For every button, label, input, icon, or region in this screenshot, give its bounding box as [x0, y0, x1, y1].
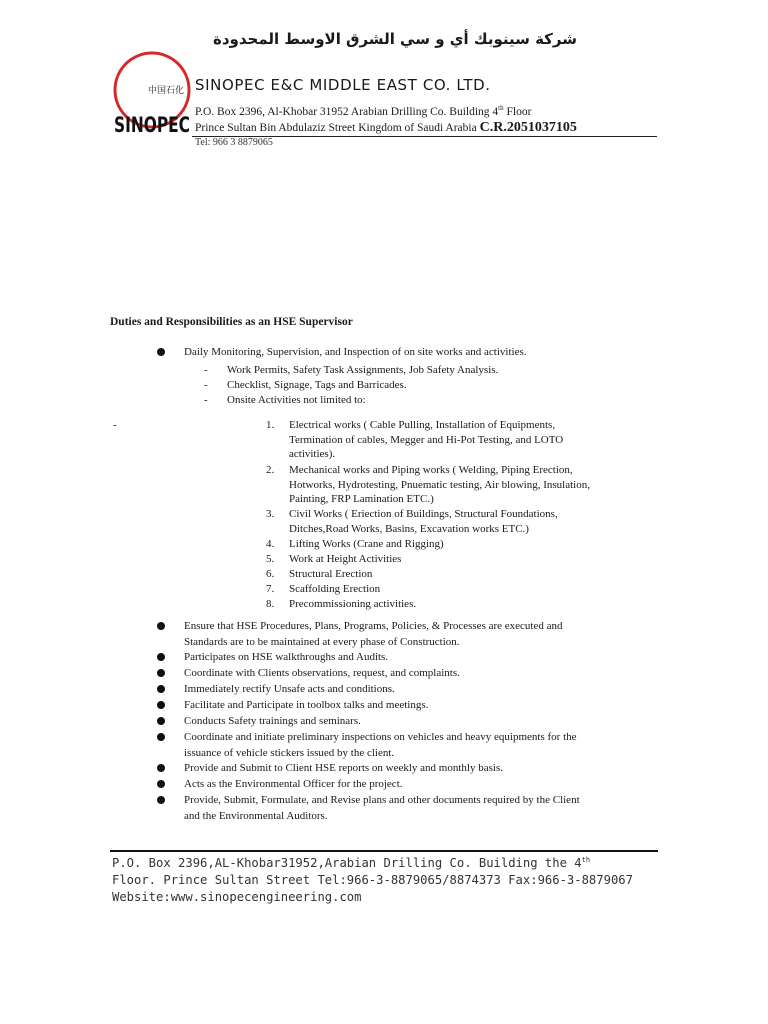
footer-line1-text: P.O. Box 2396,AL-Khobar31952,Arabian Drilling Co. Building the 4 — [112, 856, 582, 871]
bullet-text-line: and the Environmental Auditors. — [184, 809, 328, 822]
header-address-line2 — [195, 120, 577, 136]
bullet-dot-icon — [157, 780, 165, 788]
footer-line1 — [112, 852, 672, 872]
footer-line1-sup: th — [581, 856, 591, 864]
bullet-text-line: Participates on HSE walkthroughs and Audits. — [184, 651, 389, 663]
sub-item-text: Work Permits, Safety Task Assignments, Job Safety Analysis. — [227, 364, 499, 376]
bullet-text — [184, 730, 647, 761]
bullet-text-line: Acts as the Environmental Officer for the project. — [184, 778, 403, 790]
bullet-dot-icon — [157, 669, 165, 677]
logo-wordmark: SINOPEC — [114, 113, 190, 137]
bullet-item — [157, 619, 647, 650]
bullet-item — [157, 345, 647, 361]
bullet-dot-icon — [157, 685, 165, 693]
item-number: 7. — [266, 583, 275, 595]
numbered-item-line: Termination of cables, Megger and Hi-Pot Testing, and LOTO — [289, 433, 564, 446]
item-number: 5. — [266, 553, 275, 565]
sub-item — [204, 363, 498, 378]
numbered-item-line: Painting, FRP Lamination ETC.) — [289, 493, 434, 505]
bullet-dot-icon — [157, 764, 165, 772]
numbered-item-line: Work at Height Activities — [289, 553, 402, 565]
bullet-item — [157, 650, 647, 666]
sinopec-logo — [112, 50, 192, 137]
bullet-text-line: Standards are to be maintained at every phase of Construction. — [184, 635, 460, 648]
numbered-item-line: Mechanical works and Piping works ( Welding, Piping Erection, — [289, 464, 573, 476]
bullet-dot-icon — [157, 348, 165, 356]
bullet-text — [184, 698, 647, 714]
sub-item-text: Onsite Activities not limited to: — [227, 394, 366, 406]
numbered-item-line: Precommissioning activities. — [289, 598, 417, 610]
bullet-text-line: Ensure that HSE Procedures, Plans, Programs, Policies, & Processes are executed and — [184, 620, 563, 632]
cr-number: C.R.2051037105 — [479, 120, 577, 135]
dash-marker: - — [204, 379, 208, 391]
footer — [112, 852, 672, 906]
bullet-item — [157, 730, 647, 761]
item-number: 1. — [266, 419, 275, 431]
address-line1-tail: Floor — [503, 105, 532, 118]
logo-chinese-text: 中国石化 — [148, 86, 185, 96]
bullet-dot-icon — [157, 622, 165, 630]
bullet-text-line: Facilitate and Participate in toolbox talks and meetings. — [184, 699, 429, 711]
bullet-text-line: Immediately rectify Unsafe acts and conditions. — [184, 683, 395, 695]
numbered-item — [266, 418, 666, 462]
company-name: SINOPEC E&C MIDDLE EAST CO. LTD. — [195, 76, 491, 94]
bullet-item — [157, 761, 647, 777]
sub-item — [204, 378, 407, 393]
bullet-item — [157, 777, 647, 793]
dash-marker: - — [204, 364, 208, 376]
footer-line3: Website:www.sinopecengineering.com — [112, 890, 362, 905]
numbered-item — [266, 552, 666, 567]
numbered-item — [266, 567, 666, 582]
bullet-text — [184, 777, 647, 793]
bullet-text — [184, 650, 647, 666]
section-title: Duties and Responsibilities as an HSE Supervisor — [110, 316, 353, 328]
numbered-item-line: Ditches,Road Works, Basins, Excavation works ETC.) — [289, 522, 529, 535]
bullet-item — [157, 666, 647, 682]
item-number: 6. — [266, 568, 275, 580]
bullet-text — [184, 619, 647, 650]
bullet-text-line: issuance of vehicle stickers issued by the client. — [184, 746, 395, 759]
bullet-dot-icon — [157, 733, 165, 741]
bullet-item — [157, 714, 647, 730]
dash-marker: - — [204, 394, 208, 406]
bullet-dot-icon — [157, 796, 165, 804]
item-number: 4. — [266, 538, 275, 550]
item-number: 2. — [266, 464, 275, 476]
numbered-item-line: Electrical works ( Cable Pulling, Installation of Equipments, — [289, 419, 556, 431]
bullet-item — [157, 793, 647, 824]
bullet-item — [157, 682, 647, 698]
numbered-item-line: Lifting Works (Crane and Rigging) — [289, 538, 444, 550]
header-cut-text: Tel: 966 3 8879065 — [195, 137, 273, 148]
sub-item — [204, 393, 366, 408]
numbered-item — [266, 597, 666, 612]
bullet-text: Daily Monitoring, Supervision, and Inspection of on site works and activities. — [184, 346, 527, 358]
numbered-item-line: Civil Works ( Eriection of Buildings, Structural Foundations, — [289, 508, 558, 520]
numbered-item — [266, 537, 666, 552]
numbered-item — [266, 582, 666, 597]
numbered-item — [266, 507, 666, 536]
item-number: 8. — [266, 598, 275, 610]
bullet-text-line: Provide and Submit to Client HSE reports on weekly and monthly basis. — [184, 762, 503, 774]
item-number: 3. — [266, 508, 275, 520]
address-line1-text: P.O. Box 2396, Al-Khobar 31952 Arabian Drilling Co. Building 4 — [195, 105, 499, 118]
bullet-dot-icon — [157, 701, 165, 709]
bullet-text-line: Coordinate with Clients observations, request, and complaints. — [184, 667, 460, 679]
header-address-line1 — [195, 104, 531, 118]
bullet-item — [157, 698, 647, 714]
address-line2-text: Prince Sultan Bin Abdulaziz Street Kingdom of Saudi Arabia — [195, 122, 477, 134]
bullet-text — [184, 761, 647, 777]
bullet-dot-icon — [157, 653, 165, 661]
footer-line2: Floor. Prince Sultan Street Tel:966-3-8879065/8874373 Fax:966-3-8879067 — [112, 873, 633, 888]
bullet-text — [184, 682, 647, 698]
bullet-text — [184, 793, 647, 824]
bullet-text — [184, 714, 647, 730]
bullet-text-line: Conducts Safety trainings and seminars. — [184, 715, 361, 727]
numbered-item — [266, 463, 666, 507]
sub-item-text: Checklist, Signage, Tags and Barricades. — [227, 379, 407, 391]
bullet-text-line: Coordinate and initiate preliminary inspections on vehicles and heavy equipments for the — [184, 731, 577, 743]
bullet-text-line: Provide, Submit, Formulate, and Revise plans and other documents required by the Client — [184, 794, 580, 806]
bullet-text — [184, 666, 647, 682]
numbered-item-line: Scaffolding Erection — [289, 583, 381, 595]
numbered-item-line: Hotworks, Hydrotesting, Pnuematic testing, Air blowing, Insulation, — [289, 478, 590, 491]
numbered-item-line: Structural Erection — [289, 568, 373, 580]
bullet-dot-icon — [157, 717, 165, 725]
arabic-company-name: شركة سينوبك أي و سي الشرق الاوسط المحدودة — [212, 30, 577, 48]
stray-dash: - — [113, 419, 117, 431]
address-line1-sup: th — [498, 104, 504, 112]
numbered-item-line: activities). — [289, 448, 336, 460]
